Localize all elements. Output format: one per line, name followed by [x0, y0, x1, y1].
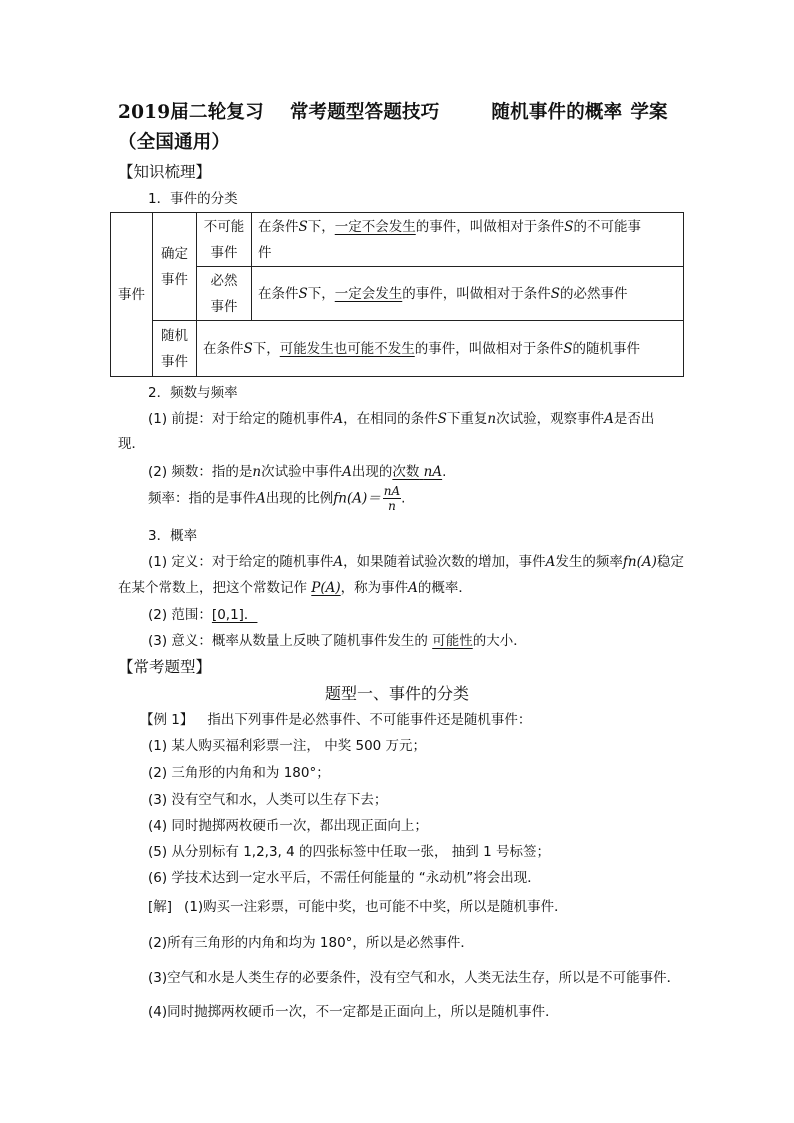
example-1: 【例 1】 指出下列事件是必然事件、不可能事件还是随机事件： — [140, 712, 532, 728]
title-part-d: 学案 — [630, 102, 668, 123]
title-part-b: 常考题型答题技巧 — [289, 102, 440, 123]
paragraph-meaning: (3) 意义：概率从数量上反映了随机事件发生的 可能性的大小． — [148, 633, 527, 649]
subheading-frequency: 2．频数与频率 — [148, 385, 238, 401]
paragraph-definition-wrap: 在某个常数上，把这个常数记作 P(A)，称为事件A的概率． — [118, 580, 472, 596]
title-line2: （全国通用） — [118, 132, 231, 153]
list-item: (3) 没有空气和水，人类可以生存下去； — [148, 792, 388, 808]
paragraph-premise: (1) 前提：对于给定的随机事件A，在相同的条件S下重复n次试验，观察事件A是否出 — [148, 411, 655, 427]
event-classification-table — [110, 212, 684, 377]
section-heading-question-types: 【常考题型】 — [118, 658, 212, 676]
table-cell-impossible-label: 不可能 事件 — [197, 213, 252, 267]
solution-2: (2)所有三角形的内角和均为 180°，所以是必然事件． — [148, 935, 474, 951]
table-cell-determined: 确定 事件 — [153, 213, 197, 321]
subheading-probability: 3．概率 — [148, 528, 198, 544]
page-title — [118, 98, 668, 124]
paragraph-definition: (1) 定义：对于给定的随机事件A，如果随着试验次数的增加，事件A发生的频率fn(A)稳定 — [148, 554, 684, 570]
list-item: (6) 学技术达到一定水平后，不需任何能量的 “永动机”将会出现． — [148, 870, 541, 886]
table-cell-certain-label: 必然 事件 — [197, 267, 252, 321]
title-year: 2019 — [118, 102, 171, 123]
paragraph-premise-wrap: 现． — [118, 436, 145, 452]
list-item: (4) 同时抛掷两枚硬币一次，都出现正面向上； — [148, 818, 428, 834]
question-type-title: 题型一、事件的分类 — [324, 684, 469, 703]
solution-1: [解] (1)购买一注彩票，可能中奖，也可能不中奖，所以是随机事件． — [148, 899, 568, 915]
table-cell-event: 事件 — [111, 213, 153, 377]
solution-3: (3)空气和水是人类生存的必要条件，没有空气和水，人类无法生存，所以是不可能事件． — [148, 970, 681, 986]
fraction-nA-over-n: $\frac{nA}{n}$ — [383, 484, 401, 513]
section-heading-knowledge: 【知识梳理】 — [118, 163, 212, 181]
paragraph-range: (2) 范围：[0,1]． — [148, 607, 258, 623]
paragraph-frequency-count: (2) 频数：指的是n次试验中事件A出现的次数 nA. — [148, 464, 447, 480]
table-cell-random-def: 在条件S下，可能发生也可能不发生的事件，叫做相对于条件S的随机事件 — [197, 321, 684, 377]
table-cell-certain-def: 在条件S下，一定会发生的事件，叫做相对于条件S的必然事件 — [252, 267, 684, 321]
solution-4: (4)同时抛掷两枚硬币一次，不一定都是正面向上，所以是随机事件． — [148, 1004, 559, 1020]
example-tag: 【例 1】 — [140, 712, 194, 728]
solution-tag: [解] — [148, 899, 173, 915]
list-item: (2) 三角形的内角和为 180°； — [148, 765, 330, 781]
paragraph-frequency-ratio: 频率：指的是事件A出现的比例fn(A)＝ $\frac{nA}{n}$ . — [148, 484, 406, 513]
list-item: (1) 某人购买福利彩票一注， 中奖 500 万元； — [148, 738, 427, 754]
title-part-a: 届二轮复习 — [170, 102, 264, 123]
table-cell-random-label: 随机 事件 — [153, 321, 197, 377]
subheading-event-classification: 1．事件的分类 — [148, 191, 238, 207]
table-cell-impossible-def: 在条件S下，一定不会发生的事件，叫做相对于条件S的不可能事 件 — [252, 213, 684, 267]
title-part-c: 随机事件的概率 — [491, 102, 623, 123]
list-item: (5) 从分别标有 1,2,3, 4 的四张标签中任取一张， 抽到 1 号标签； — [148, 844, 550, 860]
